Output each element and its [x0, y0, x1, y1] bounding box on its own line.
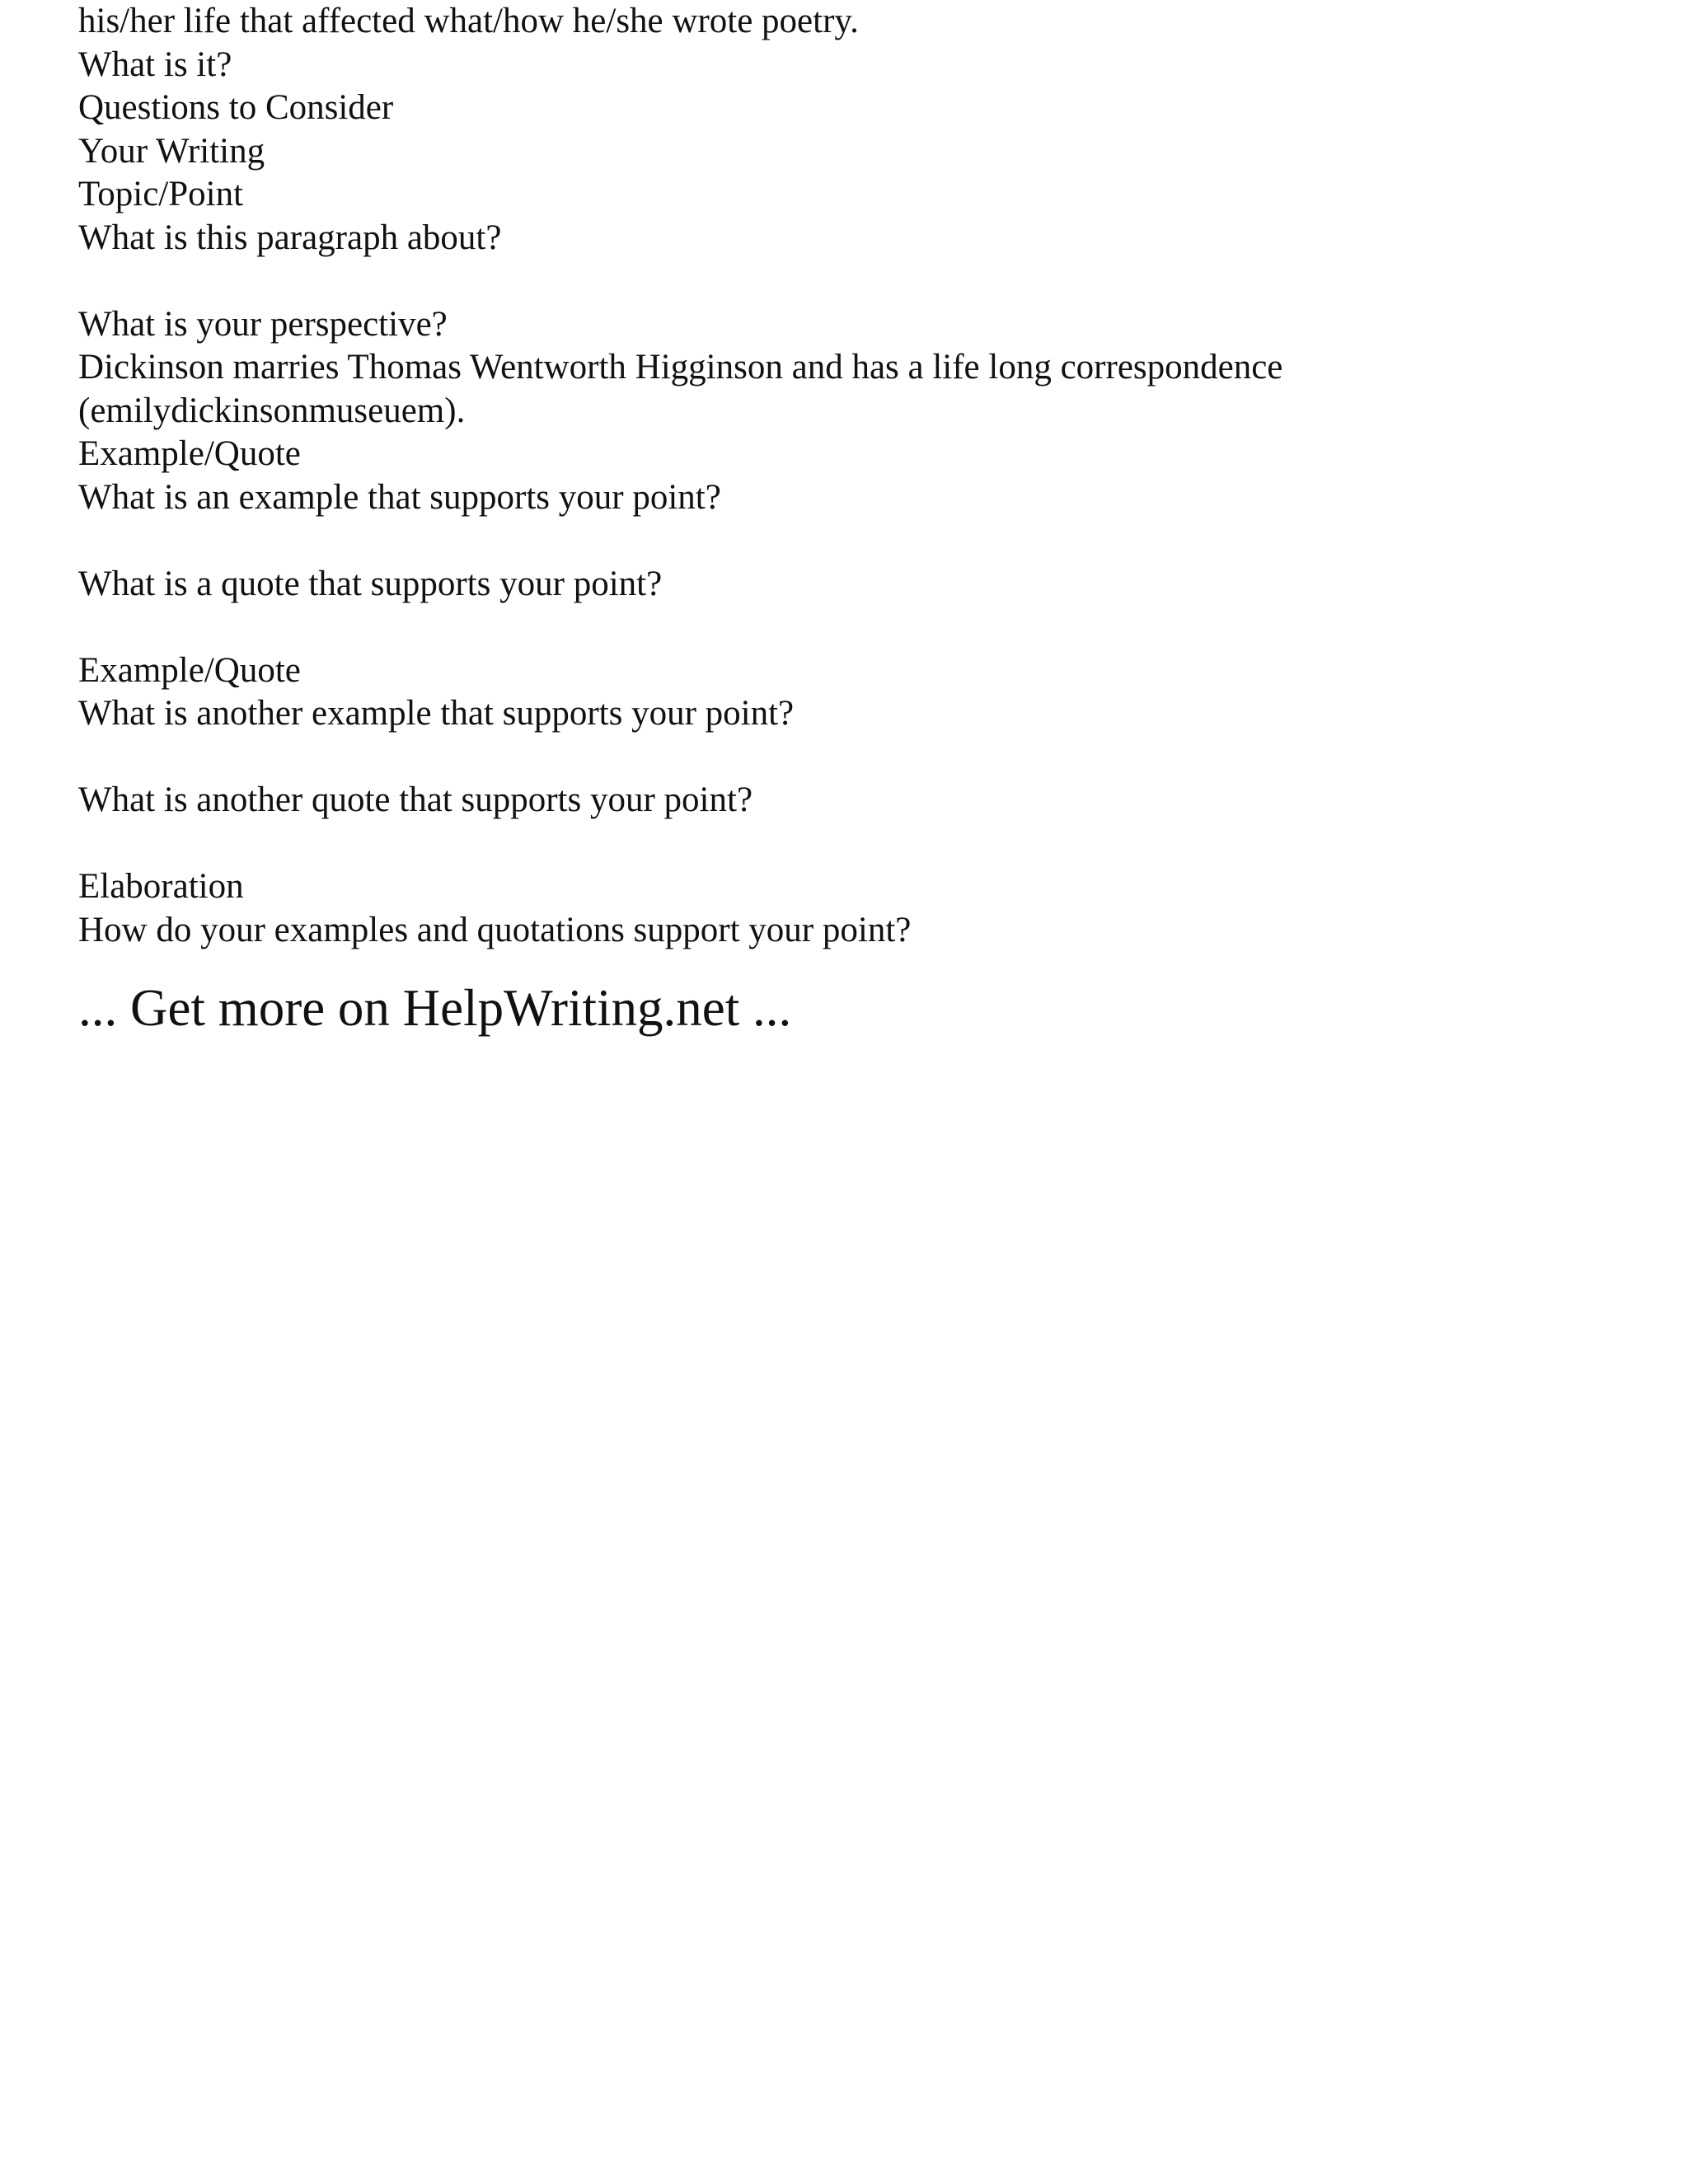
text-line-intro-continuation: his/her life that affected what/how he/she wrote poetry.: [78, 2, 859, 40]
blank-line: [78, 606, 1628, 649]
blank-line: [78, 736, 1628, 780]
document-page: [78, 0, 1628, 1041]
question-perspective: What is your perspective?: [78, 304, 448, 344]
question-example-supports: What is an example that supports your point?: [78, 477, 721, 517]
question-quote-supports: What is a quote that supports your point?: [78, 564, 663, 603]
question-another-quote: What is another quote that supports your point?: [78, 780, 753, 819]
heading-topic-point: Topic/Point: [78, 175, 244, 213]
get-more-link[interactable]: ... Get more on HelpWriting.net ...: [78, 979, 792, 1037]
question-paragraph-about: What is this paragraph about?: [78, 218, 502, 257]
heading-elaboration: Elaboration: [78, 867, 244, 906]
heading-your-writing: Your Writing: [78, 131, 265, 171]
text-line-what-is-it: What is it?: [78, 45, 232, 84]
question-how-support: How do your examples and quotations support your point?: [78, 910, 912, 949]
heading-example-quote-1: Example/Quote: [78, 434, 301, 473]
heading-example-quote-2: Example/Quote: [78, 650, 301, 690]
answer-dickinson-line-2: (emilydickinsonmuseuem).: [78, 391, 466, 430]
answer-dickinson-line-1: Dickinson marries Thomas Wentworth Higginson and has a life long correspondence: [78, 348, 1283, 387]
question-another-example: What is another example that supports your point?: [78, 694, 795, 733]
blank-line: [78, 823, 1628, 866]
blank-line: [78, 260, 1628, 303]
heading-questions-to-consider: Questions to Consider: [78, 88, 394, 127]
blank-line: [78, 519, 1628, 563]
